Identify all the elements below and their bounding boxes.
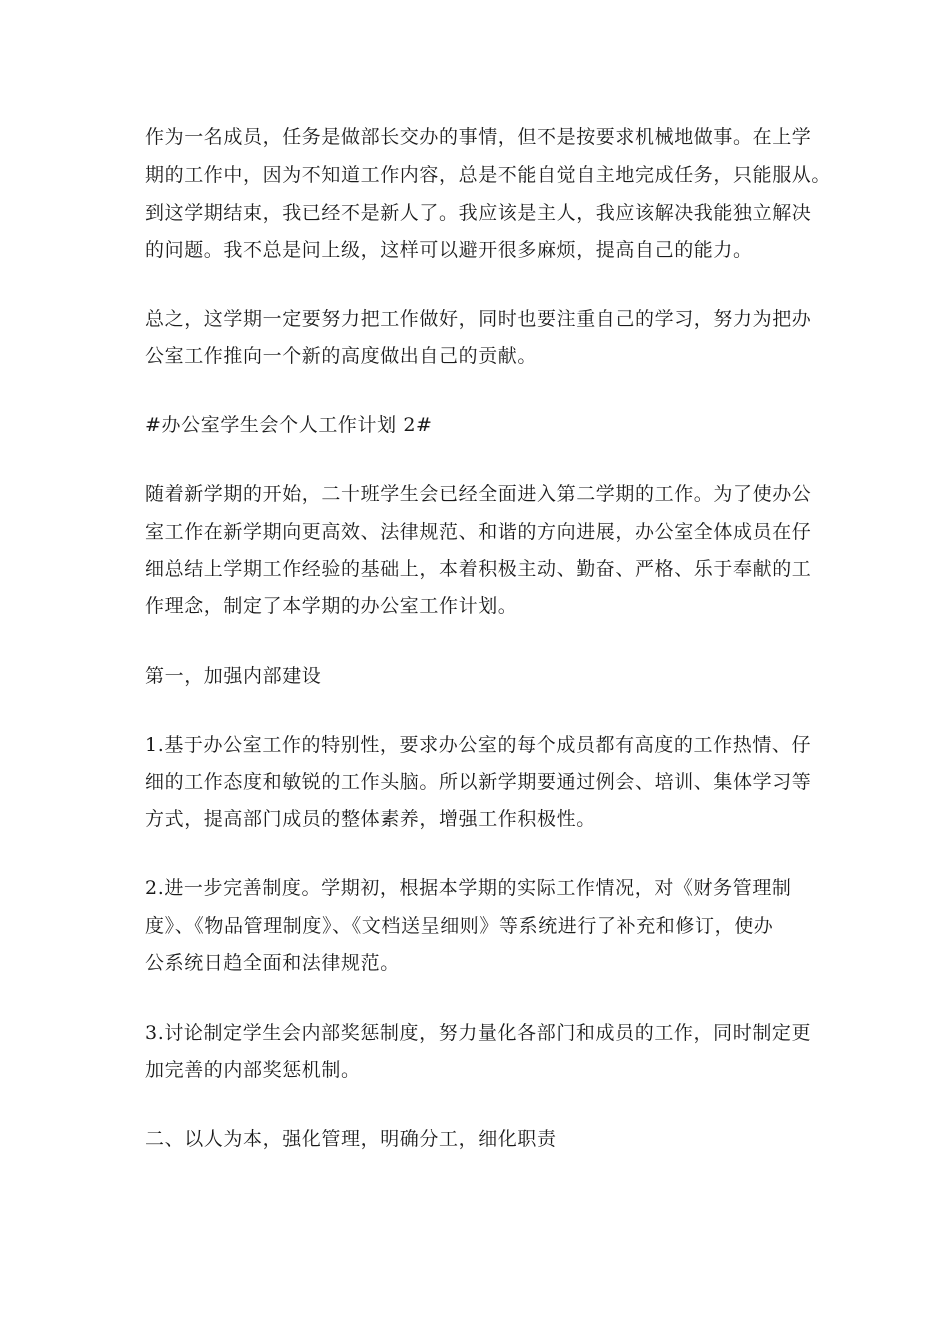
item-1-line-2: 细的工作态度和敏锐的工作头脑。所以新学期要通过例会、培训、集体学习等 (145, 771, 812, 793)
section-2-title: 二、以人为本，强化管理，明确分工，细化职责 (145, 1128, 557, 1150)
paragraph-1-line-2: 期的工作中，因为不知道工作内容，总是不能自觉自主地完成任务，只能服从。 (145, 164, 832, 186)
item-3-line-2: 加完善的内部奖惩机制。 (145, 1059, 361, 1081)
item-2-line-1: 2.进一步完善制度。学期初，根据本学期的实际工作情况，对《财务管理制 (145, 877, 792, 899)
paragraph-2-line-1: 总之，这学期一定要努力把工作做好，同时也要注重自己的学习，努力为把办 (145, 308, 812, 330)
paragraph-2-line-2: 公室工作推向一个新的高度做出自己的贡献。 (145, 345, 538, 367)
item-1-line-3: 方式，提高部门成员的整体素养，增强工作积极性。 (145, 808, 596, 830)
paragraph-1-line-3: 到这学期结束，我已经不是新人了。我应该是主人，我应该解决我能独立解决 (145, 202, 812, 224)
item-2-line-2: 度》、《物品管理制度》、《文档送呈细则》等系统进行了补充和修订，使办 (145, 915, 774, 937)
item-3-line-1: 3.讨论制定学生会内部奖惩制度，努力量化各部门和成员的工作，同时制定更 (145, 1022, 812, 1044)
paragraph-3-line-4: 作理念，制定了本学期的办公室工作计划。 (145, 595, 518, 617)
paragraph-1-line-4: 的问题。我不总是问上级，这样可以避开很多麻烦，提高自己的能力。 (145, 239, 753, 261)
paragraph-3-line-1: 随着新学期的开始，二十班学生会已经全面进入第二学期的工作。为了使办公 (145, 483, 812, 505)
item-1-line-1: 1.基于办公室工作的特别性，要求办公室的每个成员都有高度的工作热情、仔 (145, 734, 812, 756)
item-2-line-3: 公系统日趋全面和法律规范。 (145, 952, 400, 974)
section-1-title: 第一，加强内部建设 (145, 665, 322, 687)
paragraph-3-line-2: 室工作在新学期向更高效、法律规范、和谐的方向进展，办公室全体成员在仔 (145, 521, 812, 543)
section-heading: #办公室学生会个人工作计划 2# (145, 414, 433, 436)
paragraph-1-line-1: 作为一名成员，任务是做部长交办的事情，但不是按要求机械地做事。在上学 (145, 126, 812, 148)
paragraph-3-line-3: 细总结上学期工作经验的基础上，本着积极主动、勤奋、严格、乐于奉献的工 (145, 558, 812, 580)
